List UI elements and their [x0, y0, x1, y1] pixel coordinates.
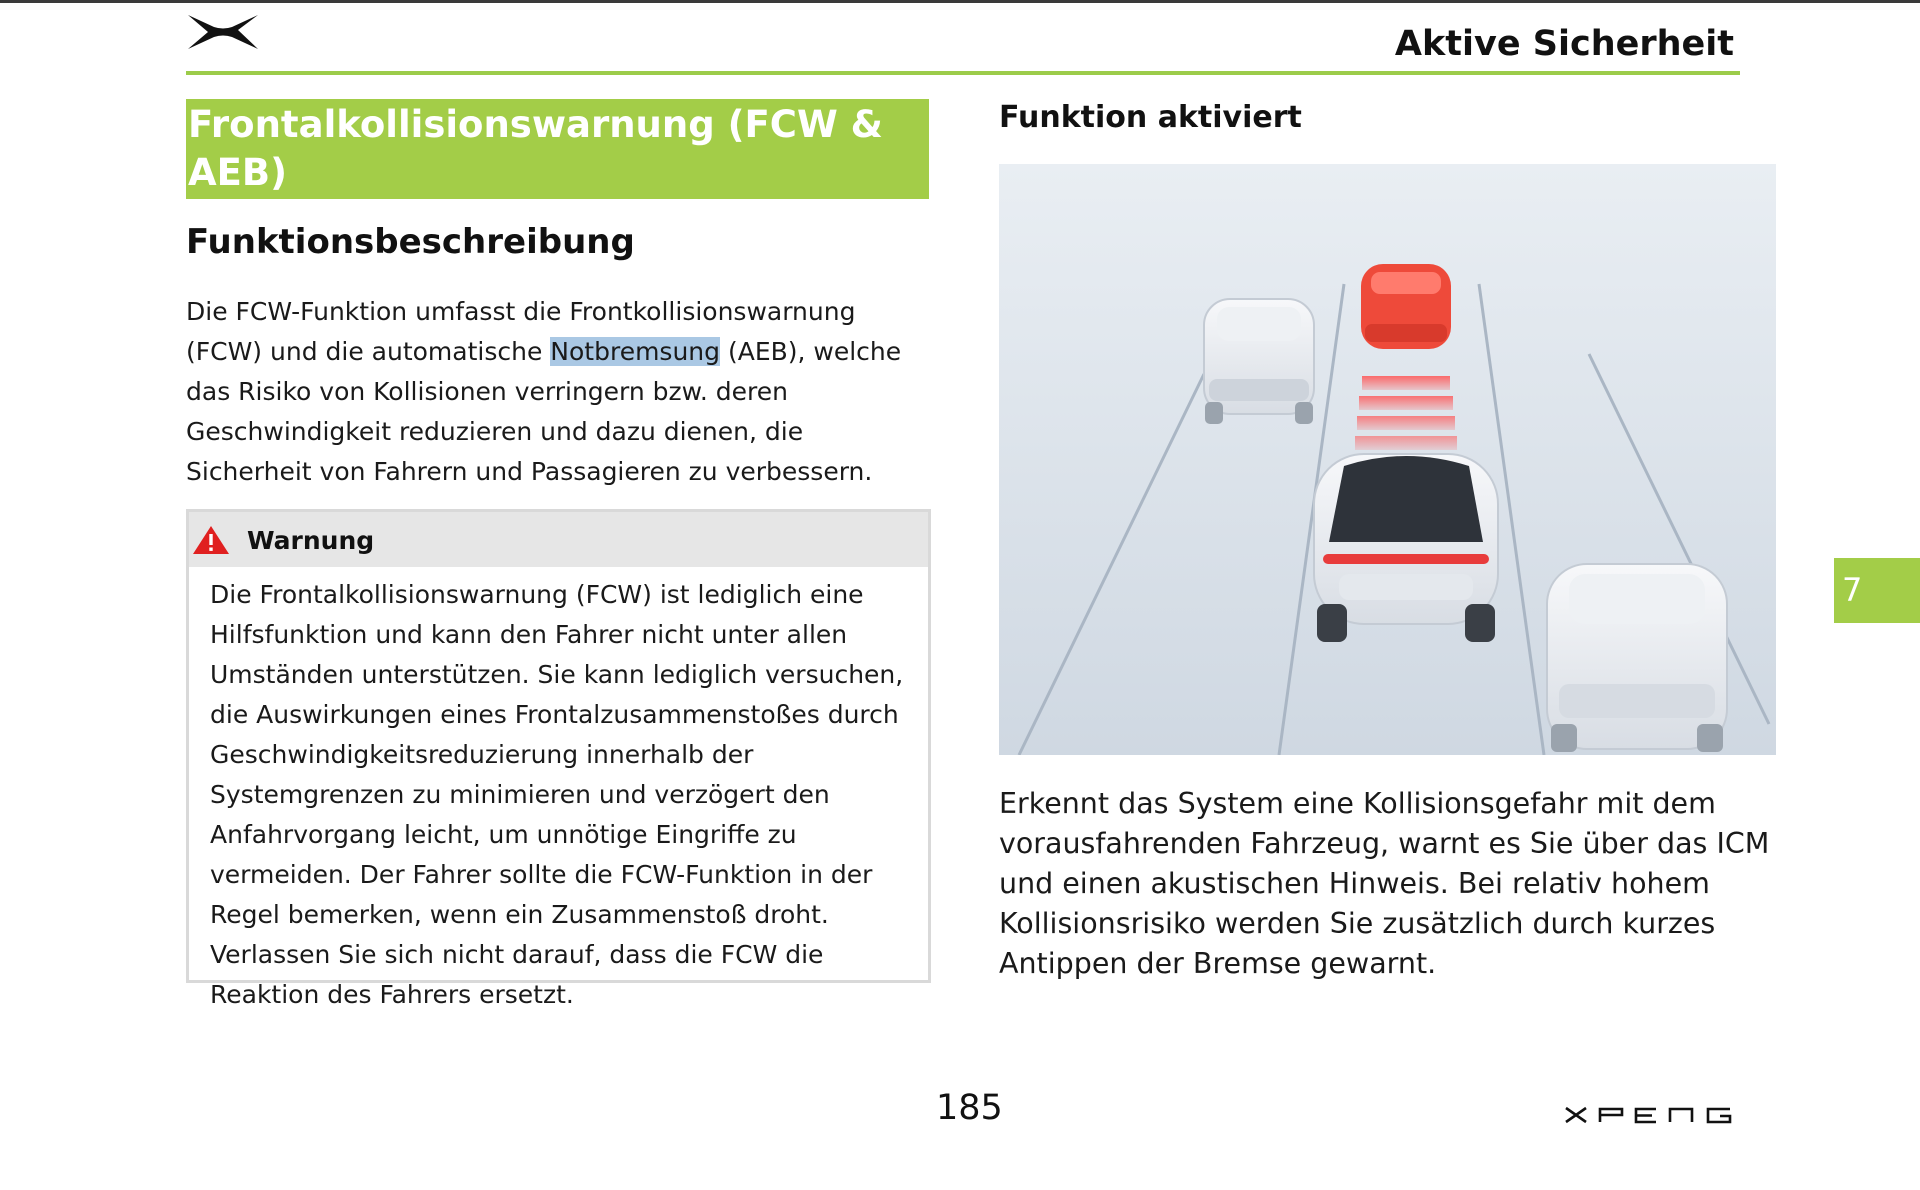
warning-triangle-icon [191, 524, 231, 556]
xpeng-wordmark [1564, 1106, 1741, 1124]
left-white-car [1204, 299, 1314, 424]
warning-label: Warnung [247, 526, 375, 555]
section-title: Aktive Sicherheit [1394, 24, 1734, 64]
page-title: Frontalkollisionswarnung (FCW & AEB) [188, 103, 883, 194]
function-activated-heading: Funktion aktiviert [999, 100, 1302, 135]
warning-text: Die Frontalkollisionswarnung (FCW) ist lediglich eine Hilfsfunktion und kann den Fahrer nicht unter allen Umständen unterstützen. Sie kann lediglich versuchen, die Auswirkungen eines Frontalzusammenstoßes durch Geschwindigkeitsreduzierung innerhalb der Systemgrenzen zu minimieren und verzögert den Anfahrvorgang leicht, um unnötige Eingriffe zu vermeiden. Der Fahrer sollte die FCW-Funktion in der Regel bemerken, wenn ein Zusammenstoß droht. Verlassen Sie sich nicht darauf, dass die FCW die Reaktion des Fahrers ersetzt. [210, 580, 904, 1009]
top-rule [0, 0, 1920, 3]
right-white-car [1547, 564, 1727, 752]
description-paragraph [186, 292, 936, 492]
warning-box [186, 509, 931, 1009]
section-subheading: Funktionsbeschreibung [186, 222, 635, 262]
fcw-illustration [999, 164, 1776, 755]
highlighted-word[interactable]: Notbremsung [550, 337, 721, 366]
page-number: 185 [936, 1088, 1003, 1128]
chapter-tab[interactable]: 7 [1834, 558, 1920, 623]
description-text-start: Die FCW-Funktion umfasst die Frontkollisionswarnung (FCW) und die automatische [186, 297, 856, 366]
red-lead-car [1361, 264, 1451, 349]
description-text-end: (AEB), welche das Risiko von Kollisionen verringern bzw. deren Geschwindigkeit reduzieren und dazu dienen, die Sicherheit von Fahrern und Passagieren zu verbessern. [186, 337, 902, 486]
function-description: Erkennt das System eine Kollisionsgefahr mit dem vorausfahrenden Fahrzeug, warnt es Sie über das ICM und einen akustischen Hinweis. Bei relativ hohem Kollisionsrisiko werden Sie zusätzlich durch kurzes Antippen der Bremse gewarnt. [999, 787, 1770, 980]
chapter-title-banner [186, 99, 929, 199]
header-divider [186, 71, 1740, 75]
ego-car [1314, 454, 1498, 642]
warning-header [189, 512, 928, 567]
xpeng-logo-icon [186, 12, 260, 52]
